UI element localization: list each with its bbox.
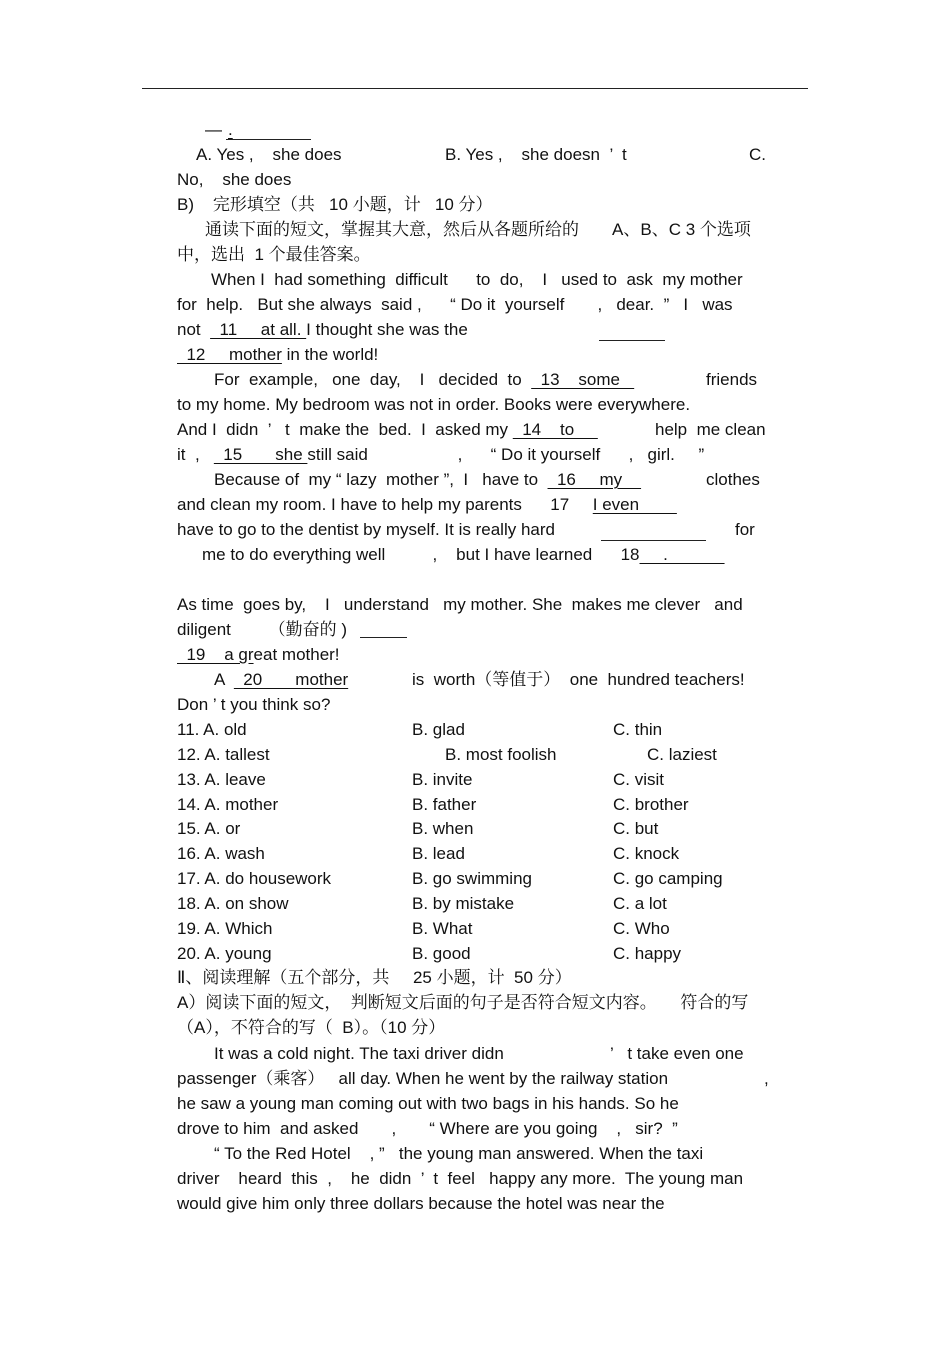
option-c: C. brother	[613, 795, 689, 814]
passage-line-end: clothes	[706, 470, 760, 489]
header-rule	[142, 88, 808, 89]
passage-line: to my home. My bedroom was not in order. Books were everywhere.	[177, 395, 691, 414]
answer-blank-line	[226, 139, 311, 140]
option-c: C. laziest	[647, 745, 717, 764]
passage-line: and clean my room. I have to help my parents 17 I even	[177, 495, 677, 514]
passage-line: As time goes by, I understand my mother. She makes me clever and	[177, 595, 743, 614]
reading-line: passenger（乘客） all day. When he went by the railway station	[177, 1069, 669, 1088]
passage-line: for help. But she always said , “ Do it yourself , dear. ” I was	[177, 295, 733, 314]
blank-line	[360, 637, 407, 638]
option-a: 13. A. leave	[177, 770, 266, 789]
option-c: C. visit	[613, 770, 664, 789]
option-a: A. Yes , she does	[196, 145, 342, 164]
option-b: B. go swimming	[412, 869, 532, 888]
blank-12: 12 mother	[177, 345, 282, 364]
section-2-heading: Ⅱ、阅读理解（五个部分，共 25 小题，计 50 分）	[177, 968, 572, 987]
answer-dash: —	[205, 120, 227, 139]
option-b: B. What	[412, 919, 473, 938]
option-a: 15. A. or	[177, 819, 241, 838]
reading-line: he saw a young man coming out with two bags in his hands. So he	[177, 1094, 679, 1113]
option-c-label: C.	[749, 145, 766, 164]
passage-line: diligent （勤奋的 )	[177, 620, 352, 639]
blank-11: 11 at all.	[210, 320, 307, 339]
instructions-line-2: 中，选出 1 个最佳答案。	[177, 245, 371, 264]
option-b: B. by mistake	[412, 894, 515, 913]
option-b: B. Yes , she doesn ’ t	[445, 145, 627, 164]
passage-line: me to do everything well , but I have learned 18 .	[202, 545, 725, 564]
passage-line-end: is worth（等值于） one hundred teachers!	[412, 670, 745, 689]
passage-line: A 20 mother	[214, 670, 349, 689]
section-a-instructions: A）阅读下面的短文， 判断短文后面的句子是否符合短文内容。 符合的写	[177, 993, 749, 1012]
reading-line-end: ,	[764, 1069, 769, 1088]
passage-line: not 11 at all. I thought she was the	[177, 320, 468, 339]
reading-line: would give him only three dollars because the hotel was near the	[177, 1194, 665, 1213]
reading-line: It was a cold night. The taxi driver didn	[214, 1044, 504, 1063]
option-b: B. invite	[412, 770, 473, 789]
option-a: 18. A. on show	[177, 894, 289, 913]
option-b: B. father	[412, 795, 477, 814]
blank-line	[601, 540, 706, 541]
option-b: B. most foolish	[445, 745, 557, 764]
passage-line: 19 a great mother!	[177, 645, 340, 664]
option-c-text: No, she does	[177, 170, 292, 189]
passage-line: 12 mother in the world!	[177, 345, 379, 364]
option-c: C. but	[613, 819, 659, 838]
reading-line-end: ’ t take even one	[610, 1044, 744, 1063]
passage-line: Because of my “ lazy mother ”, I have to 16 my	[214, 470, 642, 489]
blank-20: 20 mother	[233, 670, 349, 689]
option-c: C. go camping	[613, 869, 723, 888]
blank-14: 14 to	[512, 420, 598, 439]
passage-line-end: help me clean	[655, 420, 766, 439]
reading-line: “ To the Red Hotel , ” the young man answered. When the taxi	[214, 1144, 704, 1163]
section-a-instructions: （A），不符合的写（ B）。（10 分）	[177, 1018, 446, 1037]
option-a: 20. A. young	[177, 944, 272, 963]
section-b-heading: B) 完形填空（共 10 小题，计 10 分）	[177, 195, 493, 214]
passage-line: And I didn ’ t make the bed. I asked my 14 to	[177, 420, 598, 439]
option-b: B. good	[412, 944, 471, 963]
option-b: B. lead	[412, 844, 465, 863]
option-a: 14. A. mother	[177, 795, 279, 814]
option-b: B. glad	[412, 720, 465, 739]
blank-16: 16 my	[547, 470, 642, 489]
reading-line: drove to him and asked , “ Where are you going , sir? ”	[177, 1119, 678, 1138]
option-b: B. when	[412, 819, 474, 838]
blank-18: .	[639, 545, 725, 564]
passage-line-end: for	[735, 520, 755, 539]
blank-line	[599, 340, 665, 341]
passage-line: it , 15 she still said , “ Do it yourself , girl. ”	[177, 445, 705, 464]
passage-line: have to go to the dentist by myself. It is really hard	[177, 520, 555, 539]
answer-blank: .	[228, 120, 233, 139]
passage-line-end: friends	[706, 370, 758, 389]
option-a: 17. A. do housework	[177, 869, 332, 888]
option-c: C. Who	[613, 919, 670, 938]
passage-line: When I had something difficult to do, I used to ask my mother	[211, 270, 743, 289]
passage-line: Don ’ t you think so?	[177, 695, 331, 714]
option-a: 16. A. wash	[177, 844, 265, 863]
option-c: C. thin	[613, 720, 663, 739]
blank-15: 15 she	[213, 445, 308, 464]
option-a: 11. A. old	[177, 720, 247, 739]
option-c: C. knock	[613, 844, 680, 863]
option-c: C. a lot	[613, 894, 667, 913]
blank-17: I even	[592, 495, 677, 514]
option-c: C. happy	[613, 944, 682, 963]
passage-line: For example, one day, I decided to 13 some	[214, 370, 635, 389]
blank-13: 13 some	[531, 370, 635, 389]
instructions-line-1: 通读下面的短文，掌握其大意，然后从各题所给的 A、B、C 3 个选项	[205, 220, 751, 239]
reading-line: driver heard this , he didn ’ t feel happy any more. The young man	[177, 1169, 744, 1188]
option-a: 12. A. tallest	[177, 745, 270, 764]
option-a: 19. A. Which	[177, 919, 273, 938]
blank-19: 19 a gr	[177, 645, 254, 664]
